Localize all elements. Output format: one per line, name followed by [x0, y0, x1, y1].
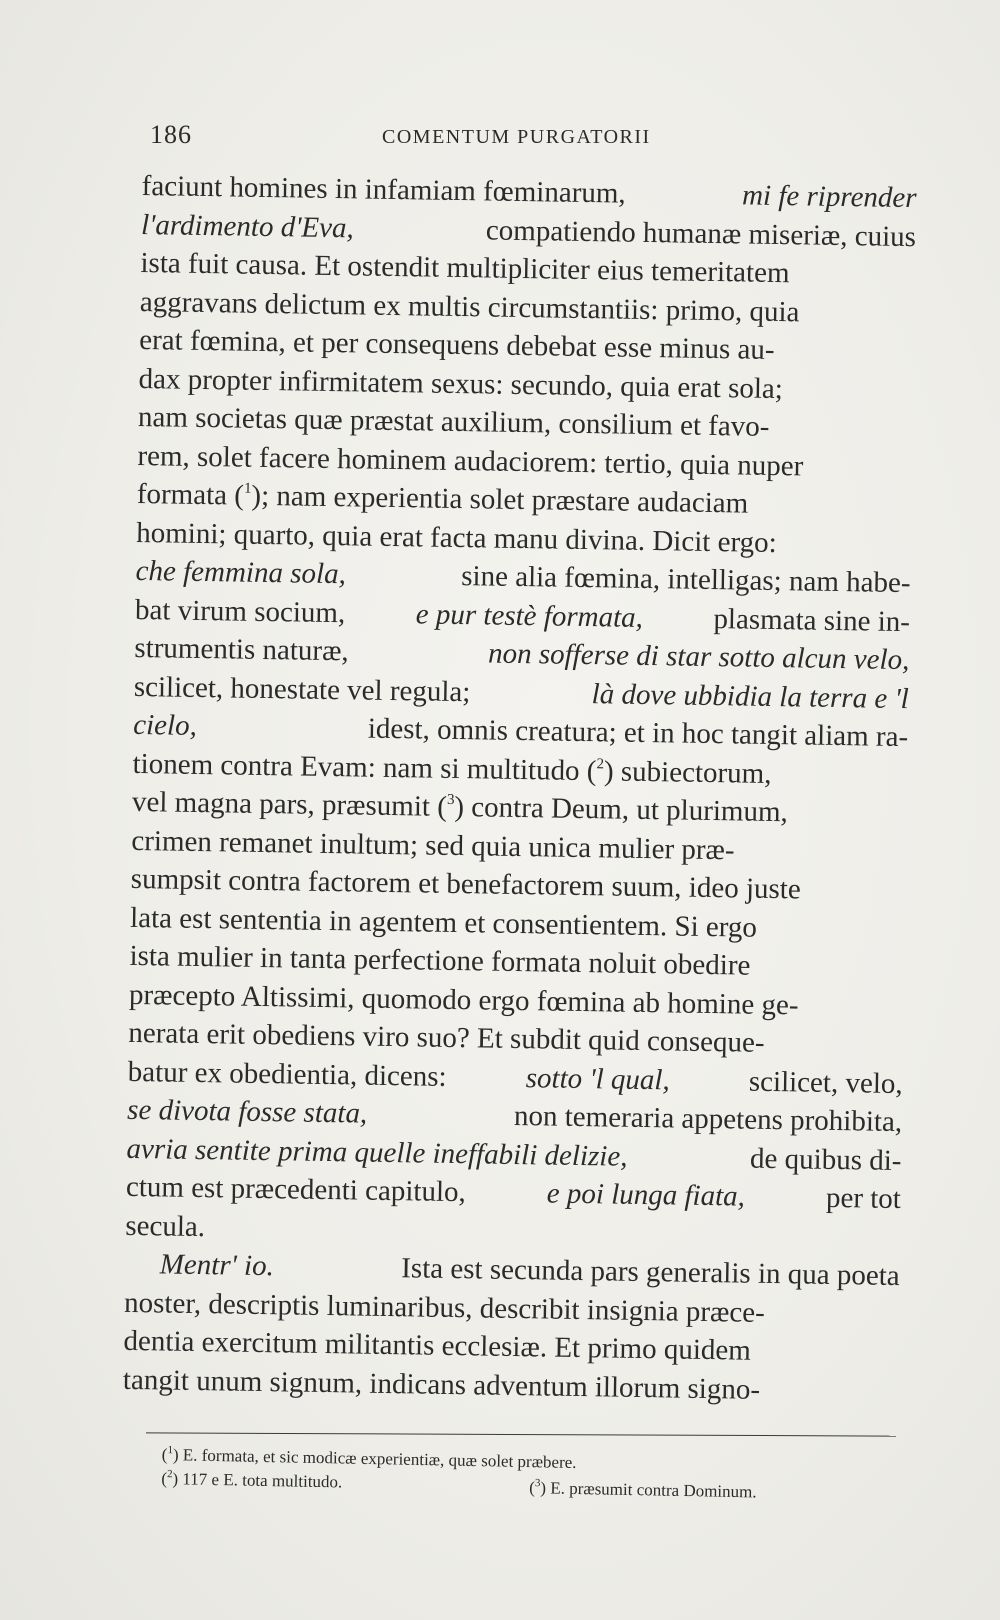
- text-segment: [135, 590, 346, 632]
- text-segment: [141, 205, 354, 247]
- footnote-1: ($^1$) E. formata, et sic modicæ experientiæ, quæ solet præbere.: [161, 1444, 577, 1472]
- text-run: plasmata sine in-: [713, 602, 911, 638]
- text-segment: [750, 1139, 902, 1180]
- text-segment: [591, 675, 909, 718]
- text-run: strumentis naturæ,: [134, 631, 349, 668]
- text-run: per tot: [825, 1181, 902, 1216]
- running-head: COMENTUM PURGATORII: [382, 126, 651, 148]
- text-run: noster, descriptis luminaribus, describit insignia præce-: [123, 1286, 766, 1329]
- text-run: ista fuit causa. Et ostendit multipliciter eius temeritatem: [140, 246, 790, 290]
- text-run: nerata erit obediens viro suo? Et subdit quid conseque-: [128, 1016, 765, 1059]
- text-run: sine alia fœmina, intelligas; nam habe-: [461, 560, 911, 600]
- footnote-3: ($^3$) E. præsumit contra Dominum.: [529, 1477, 757, 1502]
- text-run: præcepto Altissimi, quomodo ergo fœmina ab homine ge-: [128, 978, 799, 1021]
- text-run: ) subiectorum,: [603, 754, 772, 790]
- text-run: ); nam experientia solet præstare audaciam: [251, 479, 749, 520]
- text-run: scilicet, velo,: [748, 1065, 903, 1100]
- text-run: secula.: [125, 1209, 206, 1243]
- text-segment: [742, 176, 917, 217]
- text-run: tangit unum signum, indicans adventum illorum signo-: [122, 1363, 761, 1406]
- italic-quote: se divota fosse stata,: [126, 1093, 368, 1130]
- text-segment: [127, 1091, 368, 1133]
- text-run: ctum est præcedenti capitulo,: [125, 1170, 467, 1209]
- italic-quote: e poi lunga fiata,: [546, 1177, 746, 1213]
- text-run: idest, omnis creatura; et in hoc tangit aliam ra-: [367, 712, 909, 754]
- text-run: faciunt homines in infamiam fœminarum,: [141, 169, 626, 210]
- text-run: crimen remanet inultum; sed quia unica mulier præ-: [131, 824, 735, 866]
- italic-quote: Mentr' io.: [159, 1248, 275, 1283]
- text-run: formata (: [136, 477, 245, 512]
- footnote-ref: 1: [243, 480, 252, 497]
- text-run: compatiendo humanæ miseriæ, cuius: [485, 213, 917, 253]
- text-run: Ista est secunda pars generalis in qua poeta: [401, 1252, 900, 1293]
- footnote-ref: 3: [446, 791, 455, 808]
- italic-quote: mi fe riprender: [741, 179, 917, 215]
- footnote-1-text: E. formata, et sic modicæ experientiæ, quæ solet præbere.: [182, 1445, 577, 1472]
- text-run: rem, solet facere hominem audaciorem: tertio, quia nuper: [137, 439, 804, 482]
- text-segment: [826, 1179, 902, 1219]
- text-run: sumpsit contra factorem et benefactorem suum, ideo juste: [130, 862, 802, 906]
- text-run: dax propter infirmitatem sexus: secundo, quia erat sola;: [138, 362, 784, 405]
- text-segment: [134, 629, 349, 671]
- text-run: homini; quarto, quia erat facta manu divina. Dicit ergo:: [136, 516, 777, 559]
- text-segment: [133, 706, 197, 745]
- footnote-ref: 2: [596, 755, 605, 772]
- text-run: lata est sententia in agentem et consentientem. Si ergo: [129, 901, 758, 944]
- text-segment: [134, 667, 471, 711]
- text-run: ) contra Deum, ut plurimum,: [454, 790, 789, 829]
- text-segment: [135, 552, 346, 594]
- footnote-2-text: 117 e E. tota multitudo.: [182, 1469, 343, 1492]
- text-run: vel magna pars, præsumit (: [131, 785, 448, 823]
- text-segment: [415, 595, 643, 637]
- footnote-3-text: E. præsumit contra Dominum.: [550, 1478, 757, 1502]
- italic-quote: sotto 'l qual,: [525, 1061, 670, 1096]
- text-segment: [159, 1245, 274, 1285]
- text-segment: [749, 1062, 903, 1103]
- text-segment: [125, 1206, 205, 1246]
- text-segment: [546, 1174, 745, 1216]
- page-number: 186: [150, 120, 192, 149]
- text-run: erat fœmina, et per consequens debebat esse minus au-: [139, 323, 775, 366]
- text-segment: [525, 1059, 670, 1100]
- footnotes: [161, 1443, 902, 1505]
- italic-quote: l'ardimento d'Eva,: [140, 208, 355, 244]
- text-segment: [486, 211, 917, 256]
- text-run: scilicet, honestate vel regula;: [133, 670, 471, 708]
- text-run: dentia exercitum militantis ecclesiæ. Et primo quidem: [123, 1324, 752, 1367]
- page-header: [150, 120, 920, 160]
- text-run: tionem contra Evam: nam si multitudo (: [132, 747, 597, 787]
- body-text: [123, 167, 917, 1411]
- text-run: nam societas quæ præstat auxilium, consilium et favo-: [137, 400, 770, 443]
- footnote-rule: [146, 1432, 896, 1436]
- text-run: batur ex obedientia, dicens:: [127, 1055, 447, 1093]
- text-run: ista mulier in tanta perfectione formata noluit obedire: [129, 939, 751, 982]
- text-segment: [127, 1052, 446, 1096]
- text-run: non temeraria appetens prohibita,: [513, 1099, 903, 1139]
- italic-quote: e pur testè formata,: [415, 597, 644, 634]
- italic-quote: là dove ubbidia la terra e 'l: [591, 677, 909, 715]
- text-run: de quibus di-: [749, 1142, 902, 1177]
- italic-quote: che femmina sola,: [135, 554, 347, 591]
- italic-quote: avria sentite prima quelle ineffabili delizie,: [126, 1132, 628, 1173]
- text-run: bat virum socium,: [134, 593, 346, 629]
- text-run: aggravans delictum ex multis circumstantiis: primo, quia: [139, 285, 800, 328]
- text-segment: [126, 1168, 466, 1212]
- text-segment: [514, 1097, 903, 1142]
- italic-quote: non sofferse di star sotto alcun velo,: [487, 637, 910, 677]
- footnote-2: ($^2$) 117 e E. tota multitudo.: [161, 1468, 343, 1492]
- text-segment: [713, 600, 910, 642]
- italic-quote: cielo,: [132, 708, 198, 742]
- text-segment: [488, 634, 910, 679]
